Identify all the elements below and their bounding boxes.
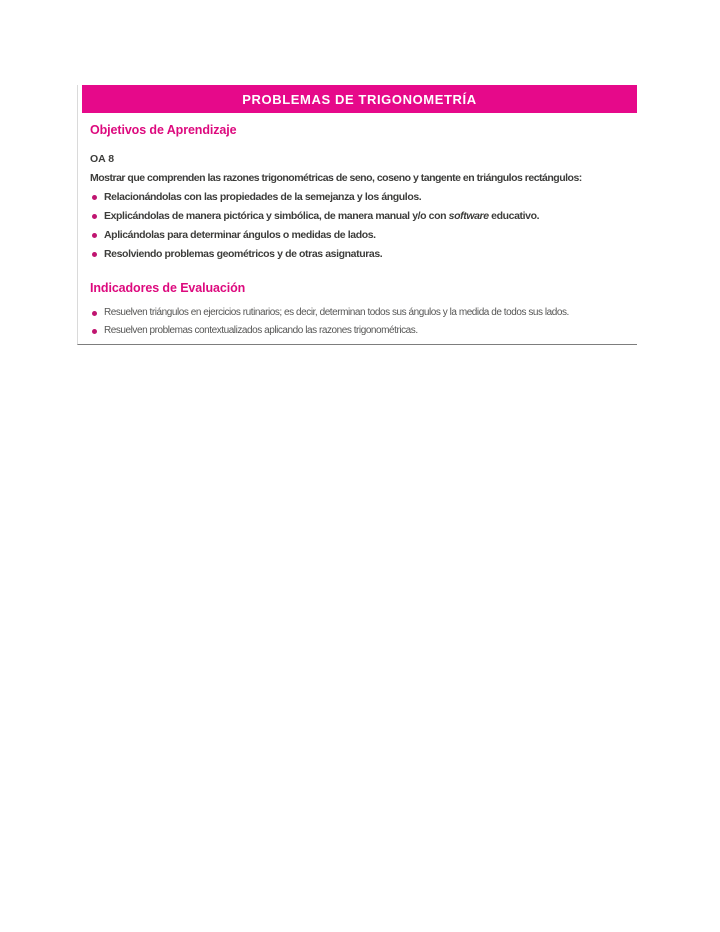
bullet-icon xyxy=(92,329,97,334)
list-item-text-italic: software xyxy=(448,210,489,222)
document-content xyxy=(78,123,637,344)
document-card xyxy=(77,85,637,345)
document-title-bar xyxy=(82,85,637,113)
list-item xyxy=(90,245,631,264)
list-item-text: Explicándolas de manera pictórica y simbólica, de manera manual y/o con xyxy=(104,210,449,222)
bullet-icon xyxy=(92,214,97,219)
bullet-icon xyxy=(92,195,97,200)
list-item xyxy=(90,322,631,340)
indicadores-list xyxy=(90,304,631,340)
list-item-text: Resuelven triángulos en ejercicios rutinarios; es decir, determinan todos sus ángulos y la medida de todos sus lados. xyxy=(104,307,569,318)
objetivos-list xyxy=(90,188,631,264)
list-item-text: Resolviendo problemas geométricos y de otras asignaturas. xyxy=(104,248,383,260)
objetivos-heading: Objetivos de Aprendizaje xyxy=(90,123,237,137)
list-item-text: Resuelven problemas contextualizados aplicando las razones trigonométricas. xyxy=(104,325,418,336)
bullet-icon xyxy=(92,252,97,257)
bullet-icon xyxy=(92,311,97,316)
document-title: PROBLEMAS DE TRIGONOMETRÍA xyxy=(242,91,477,107)
list-item xyxy=(90,207,631,226)
indicadores-heading: Indicadores de Evaluación xyxy=(90,281,246,295)
objetivos-intro: Mostrar que comprenden las razones trigonométricas de seno, coseno y tangente en triángulos rectángulos: xyxy=(90,172,582,184)
oa-code: OA 8 xyxy=(90,153,115,165)
list-item xyxy=(90,226,631,245)
list-item-text: educativo. xyxy=(488,210,540,222)
list-item-text: Relacionándolas con las propiedades de la semejanza y los ángulos. xyxy=(104,191,422,203)
list-item xyxy=(90,188,631,207)
list-item-text: Aplicándolas para determinar ángulos o medidas de lados. xyxy=(104,229,376,241)
list-item xyxy=(90,304,631,322)
bullet-icon xyxy=(92,233,97,238)
